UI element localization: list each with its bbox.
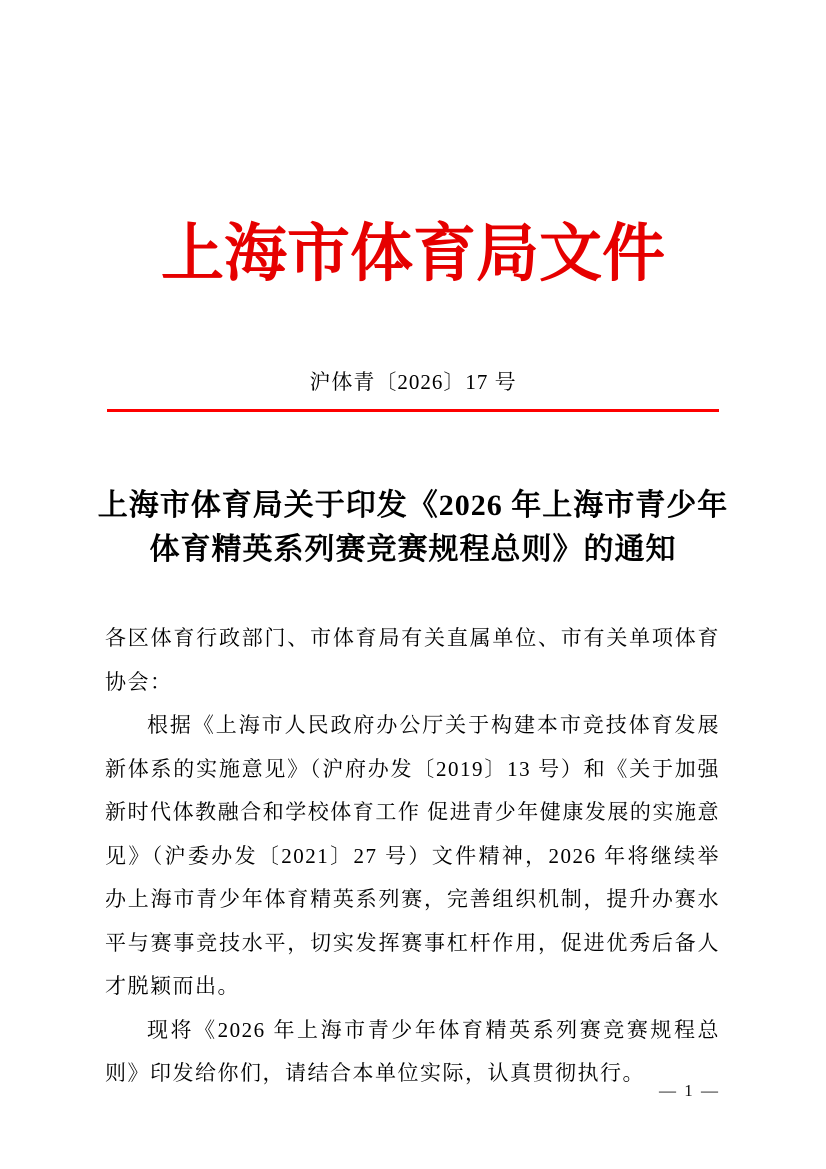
red-divider-line [107,409,719,412]
document-reference-number: 沪体青〔2026〕17 号 [309,370,517,394]
document-title-line2: 体育精英系列赛竞赛规程总则》的通知 [149,533,677,566]
document-title-line1: 上海市体育局关于印发《2026 年上海市青少年 [97,489,729,522]
document-body [105,617,720,1096]
agency-masthead: 上海市体育局文件 [161,219,665,289]
document-title [85,484,741,572]
page-number: — 1 — [659,1081,720,1100]
body-paragraph-1: 根据《上海市人民政府办公厅关于构建本市竞技体育发展新体系的实施意见》（沪府办发〔2019〕13 号）和《关于加强新时代体教融合和学校体育工作 促进青少年健康发展的实施意见》（沪委办发〔2021〕27 号）文件精神，2026 年将继续举办上海市青少年体育精英系列赛，完善组织机制，提升办赛水平与赛事竞技水平，切实发挥赛事杠杆作用，促进优秀后备人才脱颖而出。 [105,713,720,998]
body-paragraph-2: 现将《2026 年上海市青少年体育精英系列赛竞赛规程总则》印发给你们，请结合本单位实际，认真贯彻执行。 [105,1017,720,1085]
salutation-line: 各区体育行政部门、市体育局有关直属单位、市有关单项体育协会： [105,626,720,694]
